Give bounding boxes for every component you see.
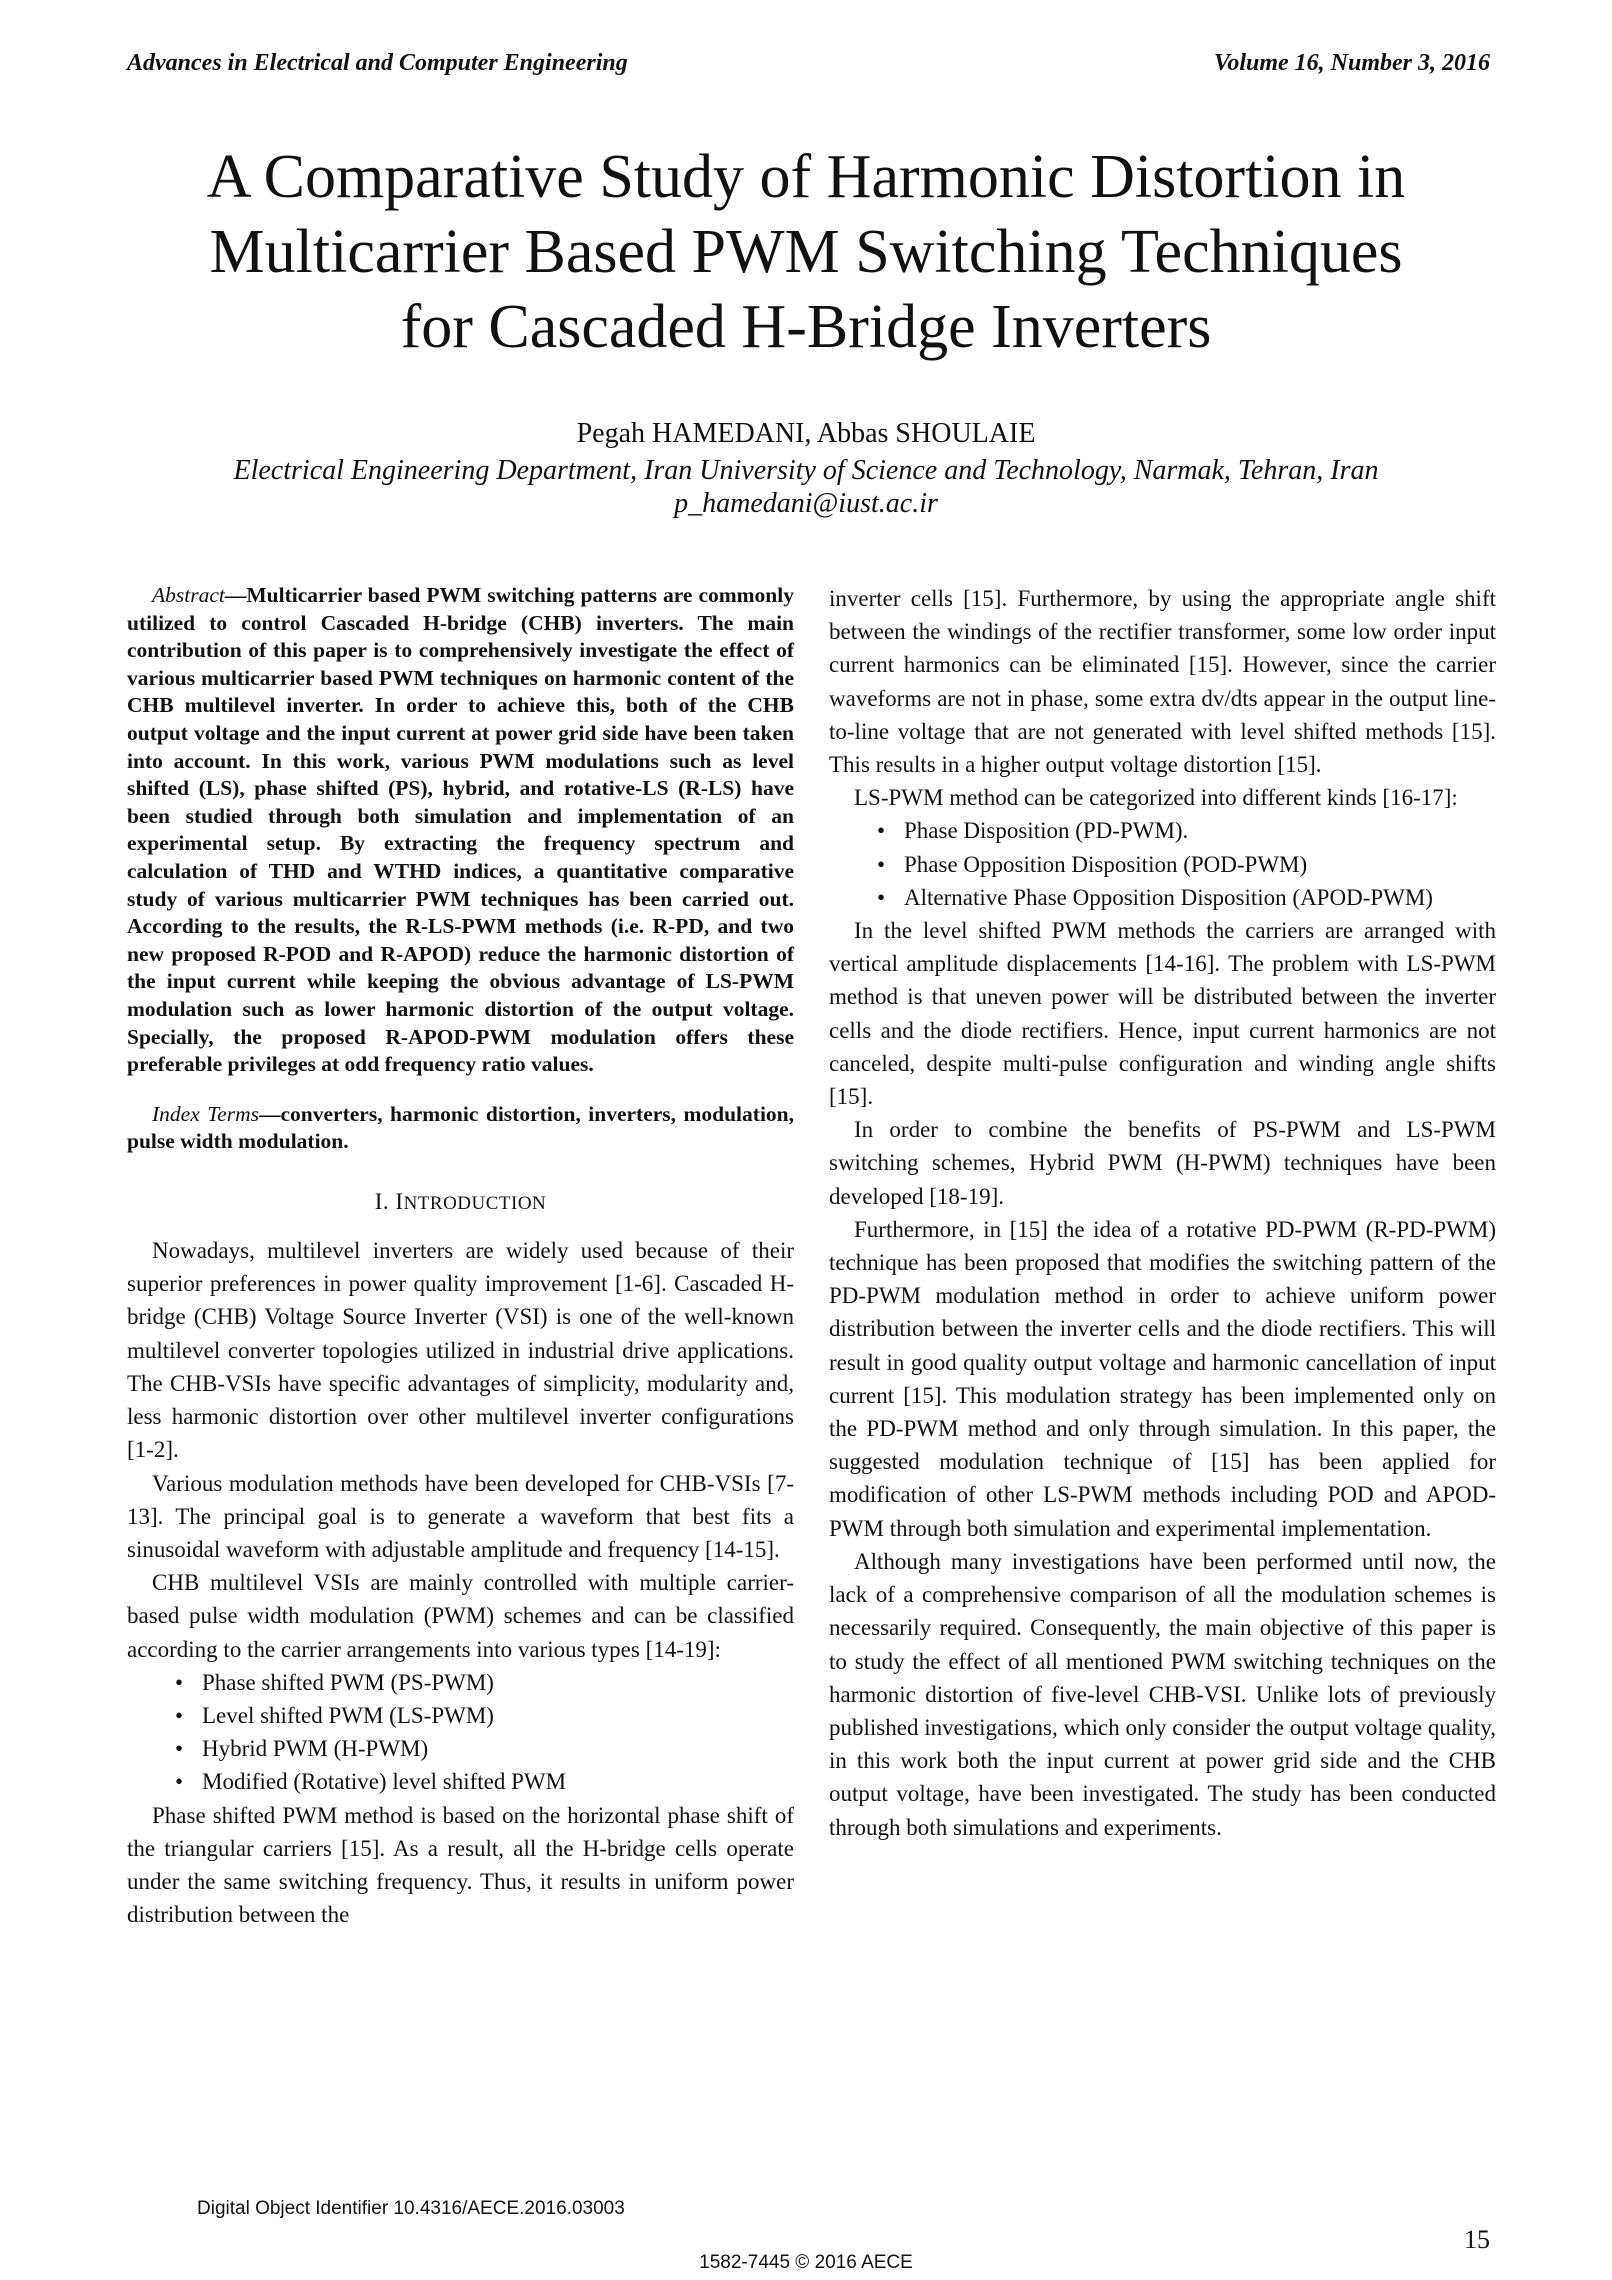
authors: Pegah HAMEDANI, Abbas SHOULAIE bbox=[576, 418, 1036, 449]
section-initial: I bbox=[395, 1188, 404, 1214]
title-line: Multicarrier Based PWM Switching Techniques bbox=[209, 218, 1403, 286]
paragraph: Various modulation methods have been developed for CHB-VSIs [7-13]. The principal goal is to generate a waveform that best fits a sinusoidal waveform with adjustable amplitude and frequency [14-15]. bbox=[127, 1470, 794, 1562]
email: p_hamedani@iust.ac.ir bbox=[674, 488, 938, 519]
paragraph: CHB multilevel VSIs are mainly controlled with multiple carrier-based pulse width modulation (PWM) schemes and can be classified according to the carrier arrangements into various types [14-19]: bbox=[127, 1570, 794, 1662]
right-column bbox=[829, 582, 1496, 1844]
ls-pwm-list bbox=[829, 814, 1496, 914]
list-item: • Modified (Rotative) level shifted PWM bbox=[175, 1765, 794, 1798]
left-column bbox=[127, 582, 794, 1931]
paragraph: In order to combine the benefits of PS-PWM and LS-PWM switching schemes, Hybrid PWM (H-PWM) techniques have been developed [18-19]. bbox=[829, 1117, 1496, 1209]
paragraph: Nowadays, multilevel inverters are widely used because of their superior preferences in power quality improvement [1-6]. Cascaded H-bridge (CHB) Voltage Source Inverter (VSI) is one of the well-known multilevel converter topologies utilized in industrial drive applications. The CHB-VSIs have specific advantages of simplicity, modularity and, less harmonic distortion over other multilevel inverter configurations [1-2]. bbox=[127, 1238, 794, 1463]
abstract-label: Abstract bbox=[152, 583, 225, 607]
list-item: • Phase Opposition Disposition (POD-PWM) bbox=[877, 848, 1496, 881]
title-line: A Comparative Study of Harmonic Distortion in bbox=[206, 143, 1406, 211]
list-item: • Phase shifted PWM (PS-PWM) bbox=[175, 1666, 794, 1699]
affiliation: Electrical Engineering Department, Iran University of Science and Technology, Narmak, Tehran, Iran bbox=[233, 455, 1379, 486]
paragraph: inverter cells [15]. Furthermore, by using the appropriate angle shift between the windings of the rectifier transformer, some low order input current harmonics can be eliminated [15]. However, since the carrier waveforms are not in phase, some extra dv/dts appear in the output line-to-line voltage that are not generated with level shifted methods [15]. This results in a higher output voltage distortion [15]. bbox=[829, 586, 1496, 778]
index-terms bbox=[127, 1101, 794, 1156]
abstract-text: —Multicarrier based PWM switching patterns are commonly utilized to control Cascaded H-bridge (CHB) inverters. The main contribution of this paper is to comprehensively investigate the effect of various multicarrier based PWM techniques on harmonic content of the CHB multilevel inverter. In order to achieve this, both of the CHB output voltage and the input current at power grid side have been taken into account. In this work, various PWM modulations such as level shifted (LS), phase shifted (PS), hybrid, and rotative-LS (R-LS) have been studied through both simulation and implementation of an experimental setup. By extracting the frequency spectrum and calculation of THD and WTHD indices, a quantitative comparative study of various multicarrier PWM techniques has been carried out. According to the results, the R-LS-PWM methods (i.e. R-PD, and two new proposed R-POD and R-APOD) reduce the harmonic distortion of the input current while keeping the obvious advantage of LS-PWM modulation such as lower harmonic distortion of the output voltage. Specially, the proposed R-APOD-PWM modulation offers these preferable privileges at odd frequency ratio values. bbox=[127, 583, 794, 1077]
list-item: • Alternative Phase Opposition Disposition (APOD-PWM) bbox=[877, 881, 1496, 914]
pwm-types-list bbox=[127, 1666, 794, 1799]
paper-title bbox=[120, 140, 1492, 365]
list-item: • Phase Disposition (PD-PWM). bbox=[877, 814, 1496, 847]
list-item: • Hybrid PWM (H-PWM) bbox=[175, 1732, 794, 1765]
issn-copyright: 1582-7445 © 2016 AECE bbox=[699, 2252, 913, 2273]
doi: Digital Object Identifier 10.4316/AECE.2016.03003 bbox=[197, 2198, 625, 2219]
section-heading bbox=[127, 1185, 794, 1220]
title-line: for Cascaded H-Bridge Inverters bbox=[400, 293, 1212, 361]
paragraph: LS-PWM method can be categorized into different kinds [16-17]: bbox=[854, 785, 1458, 811]
journal-name: Advances in Electrical and Computer Engineering bbox=[127, 50, 628, 76]
volume-info: Volume 16, Number 3, 2016 bbox=[1213, 50, 1490, 76]
index-terms-text: —converters, harmonic distortion, inverters, modulation, pulse width modulation. bbox=[127, 1101, 794, 1154]
paragraph: Phase shifted PWM method is based on the horizontal phase shift of the triangular carriers [15]. As a result, all the H-bridge cells operate under the same switching frequency. Thus, it results in uniform power distribution between the bbox=[127, 1802, 794, 1928]
index-terms-label: Index Terms bbox=[152, 1101, 259, 1126]
affiliation-block bbox=[120, 454, 1492, 520]
paragraph: Furthermore, in [15] the idea of a rotative PD-PWM (R-PD-PWM) technique has been proposed that modifies the switching pattern of the PD-PWM modulation method in order to achieve uniform power distribution between the inverter cells and the diode rectifiers. This will result in good quality output voltage and harmonic cancellation of input current [15]. This modulation strategy has been implemented only on the PD-PWM method and only through simulation. In this paper, the suggested modulation technique of [15] has been applied for modification of other LS-PWM methods including POD and APOD-PWM through both simulation and experimental implementation. bbox=[829, 1216, 1496, 1541]
section-rest: NTRODUCTION bbox=[403, 1192, 547, 1214]
list-item: • Level shifted PWM (LS-PWM) bbox=[175, 1699, 794, 1732]
section-number: I. bbox=[374, 1188, 396, 1214]
abstract bbox=[127, 582, 794, 1079]
page-number: 15 bbox=[1464, 2225, 1490, 2254]
paragraph: Although many investigations have been performed until now, the lack of a comprehensive comparison of all the modulation schemes is necessarily required. Consequently, the main objective of this paper is to study the effect of all mentioned PWM switching techniques on the harmonic distortion of five-level CHB-VSI. Unlike lots of previously published investigations, which only consider the output voltage quality, in this work both the input current at power grid side and the CHB output voltage, have been investigated. The study has been conducted through both simulations and experiments. bbox=[829, 1548, 1496, 1840]
paragraph: In the level shifted PWM methods the carriers are arranged with vertical amplitude displacements [14-16]. The problem with LS-PWM method is that uneven power will be distributed between the inverter cells and the diode rectifiers. Hence, input current harmonics are not canceled, despite multi-pulse configuration and winding angle shifts [15]. bbox=[829, 918, 1496, 1110]
